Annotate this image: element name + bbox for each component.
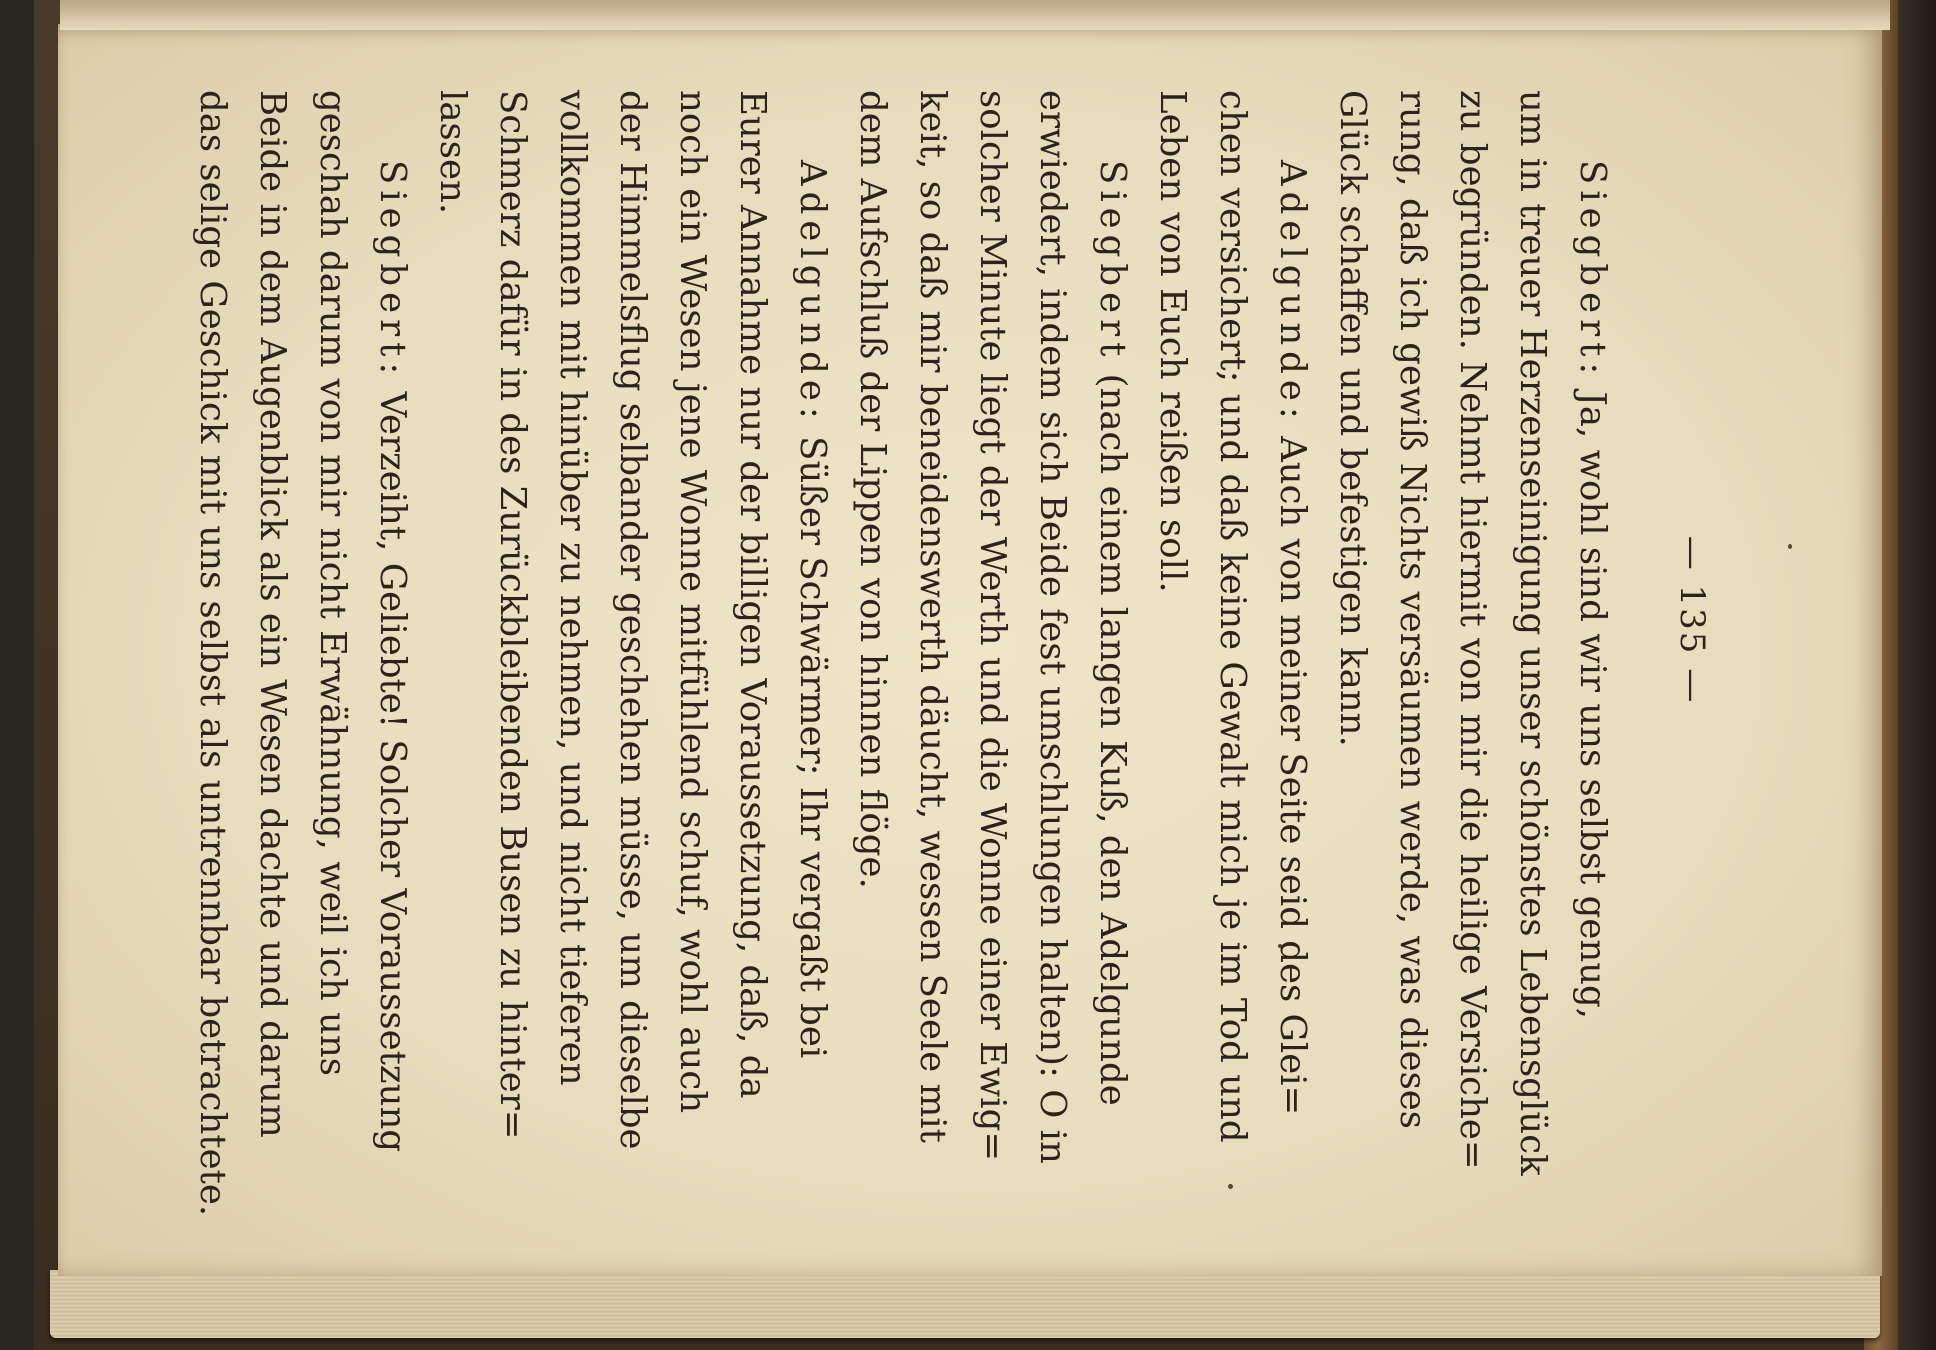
text-line bbox=[1262, 90, 1322, 1150]
rotated-text-block bbox=[192, 70, 1772, 1217]
text-line bbox=[962, 90, 1022, 1162]
text-line bbox=[1382, 90, 1442, 1150]
line-text: das selige Geschick mit uns selbst als untrennbar betrachtete. bbox=[192, 90, 233, 1217]
text-line bbox=[542, 90, 602, 1150]
line-text: chen versichert; und daß keine Gewalt mich je im Tod und bbox=[1212, 90, 1253, 1143]
line-text: (nach einem langen Kuß, den Adelgunde bbox=[1092, 362, 1133, 1106]
text-line bbox=[422, 90, 482, 1150]
text-line bbox=[902, 90, 962, 1150]
line-text: geschah darum von mir nicht Erwähnung, weil ich uns bbox=[312, 90, 353, 1076]
speaker-name: Siegbert: bbox=[1572, 160, 1613, 381]
line-text: dem Aufschluß der Lippen von hinnen flöge. bbox=[852, 90, 893, 889]
text-line bbox=[242, 90, 302, 1150]
text-line bbox=[722, 90, 782, 1150]
line-text: erwiedert, indem sich Beide fest umschlungen halten): O in bbox=[1032, 90, 1073, 1164]
page-number: — 135 — bbox=[1672, 535, 1712, 705]
table-background bbox=[1896, 0, 1936, 1350]
speaker-name: Siegbert: bbox=[372, 160, 413, 381]
text-line bbox=[842, 90, 902, 1150]
line-text: Auch von meiner Seite seid des Glei= bbox=[1272, 424, 1313, 1116]
line-text: um in treuer Herzenseinigung unser schönstes Lebensglück bbox=[1512, 90, 1553, 1176]
text-line bbox=[1502, 90, 1562, 1176]
line-text: lassen. bbox=[432, 90, 473, 215]
line-text: noch ein Wesen jene Wonne mitfühlend schuf, wohl auch bbox=[672, 90, 713, 1114]
text-line bbox=[1322, 90, 1382, 1150]
line-text: Leben von Euch reißen soll. bbox=[1152, 90, 1193, 593]
page-text bbox=[182, 90, 1622, 1217]
line-text: Glück schaffen und befestigen kann. bbox=[1332, 90, 1373, 747]
text-line bbox=[482, 90, 542, 1150]
line-text: der Himmelsflug selbander geschehen müsse, um dieselbe bbox=[612, 90, 653, 1150]
line-text: Beide in dem Augenblick als ein Wesen dachte und darum bbox=[252, 90, 293, 1138]
line-text: Süßer Schwärmer; Ihr vergaßt bei bbox=[792, 424, 833, 1059]
text-line bbox=[302, 90, 362, 1150]
paper-speck bbox=[1788, 544, 1792, 549]
page-edges bbox=[50, 1270, 1880, 1338]
text-line bbox=[1022, 90, 1082, 1164]
text-line bbox=[1442, 90, 1502, 1170]
line-text: keit, so daß mir beneidenswerth däucht, wessen Seele mit bbox=[912, 90, 953, 1143]
text-line bbox=[1082, 90, 1142, 1150]
line-text: Ja, wohl sind wir uns selbst genug, bbox=[1572, 380, 1613, 1020]
line-text: Schmerz dafür in des Zurückbleibenden Busen zu hinter= bbox=[492, 90, 533, 1140]
text-line bbox=[182, 90, 242, 1217]
text-line bbox=[662, 90, 722, 1150]
speaker-name: Adelgunde: bbox=[1272, 160, 1313, 425]
text-line bbox=[782, 90, 842, 1150]
line-text: Eurer Annahme nur der billigen Voraussetzung, daß, da bbox=[732, 90, 773, 1099]
text-line bbox=[362, 90, 422, 1153]
line-text: Verzeiht, Geliebte! Solcher Voraussetzung bbox=[372, 380, 413, 1153]
text-line bbox=[1202, 90, 1262, 1150]
text-line bbox=[1142, 90, 1202, 1150]
speaker-name: Adelgunde: bbox=[792, 160, 833, 425]
line-text: vollkommen mit hinüber zu nehmen, und nicht tieferen bbox=[552, 90, 593, 1086]
line-text: rung, daß ich gewiß Nichts versäumen werde, was dieses bbox=[1392, 90, 1433, 1130]
page-gutter bbox=[60, 0, 1890, 30]
text-line bbox=[602, 90, 662, 1150]
line-text: zu begründen. Nehmt hiermit von mir die heilige Versiche= bbox=[1452, 90, 1493, 1170]
paper-speck bbox=[1228, 1184, 1233, 1189]
text-line bbox=[1562, 90, 1622, 1150]
speaker-name: Siegbert bbox=[1092, 160, 1133, 363]
line-text: solcher Minute liegt der Werth und die Wonne einer Ewig= bbox=[972, 90, 1013, 1162]
